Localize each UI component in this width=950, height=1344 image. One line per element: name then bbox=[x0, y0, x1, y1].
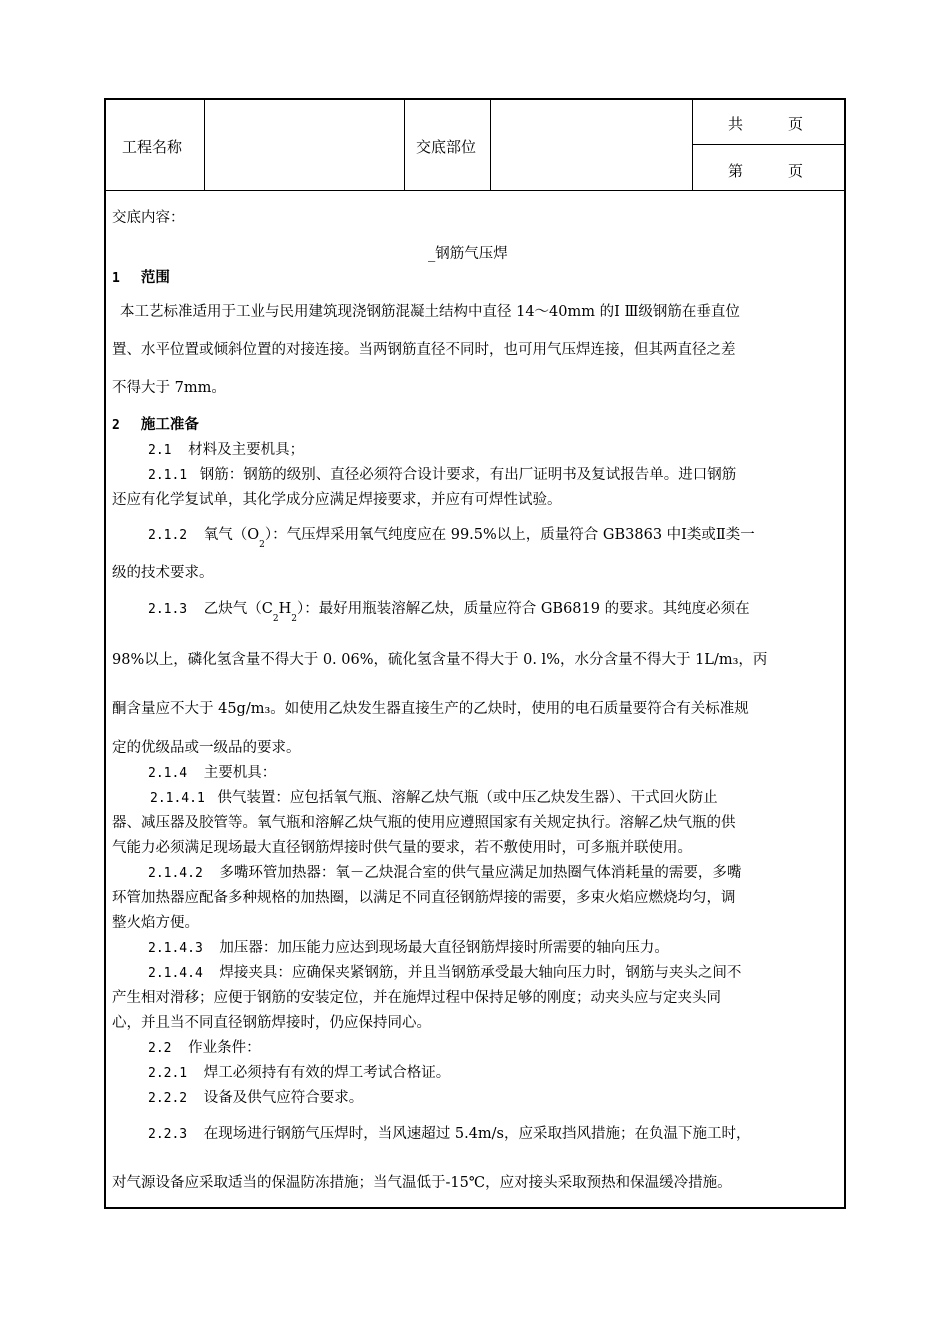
clause-text: 氧气（O bbox=[203, 527, 260, 543]
content-label: 交底内容： bbox=[112, 210, 185, 226]
section-title: 施工准备 bbox=[140, 416, 199, 433]
section-2-heading bbox=[112, 413, 840, 434]
subsection-2-1 bbox=[148, 438, 876, 459]
clause-text: ）：气压焊采用氧气纯度应在 99.5%以上，质量符合 GB3863 中Ⅰ类或Ⅱ类一 bbox=[264, 527, 755, 543]
clause-text: 多嘴环管加热器：氧－乙炔混合室的供气量应满足加热圈气体消耗量的需要，多嘴 bbox=[219, 865, 742, 881]
paragraph-line: 还应有化学复试单，其化学成分应满足焊接要求，并应有可焊性试验。 bbox=[112, 492, 562, 508]
page-number: 第 页 bbox=[728, 162, 804, 180]
clause-number: 2.2 bbox=[148, 1041, 172, 1056]
clause-2-1-4 bbox=[148, 761, 876, 782]
clause-text: 设备及供气应符合要求。 bbox=[203, 1090, 364, 1106]
document-title: _钢筋气压焊 bbox=[428, 246, 508, 262]
paragraph-line: 酮含量应不大于 45g/m₃。如使用乙炔发生器直接生产的乙炔时，使用的电石质量要符合有关标准规 bbox=[112, 701, 749, 717]
clause-text: 在现场进行钢筋气压焊时，当风速超过 5.4m/s，应采取挡风措施；在负温下施工时， bbox=[203, 1126, 751, 1142]
clause-text: 材料及主要机具； bbox=[188, 442, 305, 458]
paragraph-line: 不得大于 7mm。 bbox=[112, 380, 226, 396]
clause-text: 焊工必须持有有效的焊工考试合格证。 bbox=[203, 1065, 451, 1081]
clause-number: 2.1.4.1 bbox=[150, 791, 205, 806]
clause-number: 2.1 bbox=[148, 443, 172, 458]
section-title: 范围 bbox=[140, 269, 170, 286]
section-number: 1 bbox=[112, 271, 120, 286]
clause-2-1-3 bbox=[148, 597, 876, 624]
header-divider bbox=[404, 98, 405, 191]
clause-2-1-4-3 bbox=[148, 936, 876, 957]
location-label: 交底部位 bbox=[416, 138, 477, 156]
paragraph-line: 气能力必须满足现场最大直径钢筋焊接时供气量的要求，若不敷使用时，可多瓶并联使用。 bbox=[112, 840, 692, 856]
clause-text: 焊接夹具：应确保夹紧钢筋，并且当钢筋承受最大轴向压力时，钢筋与夹头之间不 bbox=[219, 965, 742, 981]
total-pages: 共 页 bbox=[728, 115, 804, 133]
clause-2-2-3 bbox=[148, 1122, 876, 1143]
section-1-heading bbox=[112, 266, 840, 287]
clause-number: 2.1.2 bbox=[148, 528, 188, 543]
clause-number: 2.2.1 bbox=[148, 1066, 188, 1081]
clause-text: H bbox=[278, 601, 292, 617]
header-bottom-border bbox=[104, 190, 846, 191]
paragraph-line: 环管加热器应配备多种规格的加热圈，以满足不同直径钢筋焊接的需要，多束火焰应燃烧均匀，调 bbox=[112, 890, 736, 906]
header-divider bbox=[490, 98, 491, 191]
clause-2-1-4-2 bbox=[148, 861, 876, 882]
clause-number: 2.1.4.2 bbox=[148, 866, 203, 881]
subsection-2-2 bbox=[148, 1036, 876, 1057]
subscript: 2 bbox=[291, 614, 297, 624]
clause-number: 2.1.1 bbox=[148, 468, 188, 483]
clause-text: 主要机具： bbox=[203, 765, 277, 781]
paragraph-line: 心，并且当不同直径钢筋焊接时，仍应保持同心。 bbox=[112, 1015, 431, 1031]
clause-2-1-2 bbox=[148, 523, 876, 550]
clause-2-2-1 bbox=[148, 1061, 876, 1082]
project-name-label: 工程名称 bbox=[122, 138, 183, 156]
clause-text: 钢筋：钢筋的级别、直径必须符合设计要求，有出厂证明书及复试报告单。进口钢筋 bbox=[199, 467, 737, 483]
clause-2-1-4-4 bbox=[148, 961, 876, 982]
clause-text: 作业条件： bbox=[188, 1040, 261, 1056]
clause-number: 2.2.3 bbox=[148, 1127, 188, 1142]
clause-number: 2.1.4.4 bbox=[148, 966, 203, 981]
clause-text: 加压器：加压能力应达到现场最大直径钢筋焊接时所需要的轴向压力。 bbox=[219, 940, 669, 956]
subscript: 2 bbox=[272, 614, 279, 624]
clause-text: ）：最好用瓶装溶解乙炔，质量应符合 GB6819 的要求。其纯度必须在 bbox=[296, 601, 750, 617]
clause-2-1-4-1 bbox=[150, 786, 878, 807]
paragraph-line: 对气源设备应采取适当的保温防冻措施；当气温低于-15℃，应对接头采取预热和保温缓冷措施。 bbox=[112, 1175, 732, 1191]
clause-number: 2.1.3 bbox=[148, 602, 188, 617]
header-divider bbox=[204, 98, 205, 191]
paragraph-line: 级的技术要求。 bbox=[112, 565, 214, 581]
clause-number: 2.2.2 bbox=[148, 1091, 188, 1106]
clause-2-1-1 bbox=[148, 463, 876, 484]
paragraph-line: 整火焰方便。 bbox=[112, 915, 199, 931]
paragraph-line: 产生相对滑移；应便于钢筋的安装定位，并在施焊过程中保持足够的刚度；动夹头应与定夹头同 bbox=[112, 990, 721, 1006]
section-number: 2 bbox=[112, 418, 120, 433]
clause-number: 2.1.4.3 bbox=[148, 941, 203, 956]
clause-text: 乙炔气（C bbox=[203, 601, 273, 617]
clause-number: 2.1.4 bbox=[148, 766, 188, 781]
paragraph-line: 置、水平位置或倾斜位置的对接连接。当两钢筋直径不同时，也可用气压焊连接，但其两直径之差 bbox=[112, 342, 736, 358]
paragraph-line: 定的优级品或一级品的要求。 bbox=[112, 740, 301, 756]
paragraph-line: 98%以上，磷化氢含量不得大于 0. 06%，硫化氢含量不得大于 0. l%，水分含量不得大于 1L/m₃，丙 bbox=[112, 652, 768, 668]
clause-text: 供气装置：应包括氧气瓶、溶解乙炔气瓶（或中压乙炔发生器）、干式回火防止 bbox=[217, 790, 718, 806]
header-divider bbox=[692, 144, 846, 145]
paragraph-line: 器、减压器及胶管等。氧气瓶和溶解乙炔气瓶的使用应遵照国家有关规定执行。溶解乙炔气瓶的供 bbox=[112, 815, 736, 831]
subscript: 2 bbox=[259, 540, 265, 550]
clause-2-2-2 bbox=[148, 1086, 876, 1107]
paragraph-line: 本工艺标准适用于工业与民用建筑现浇钢筋混凝土结构中直径 14～40mm 的Ⅰ Ⅲ级钢筋在垂直位 bbox=[120, 304, 740, 320]
